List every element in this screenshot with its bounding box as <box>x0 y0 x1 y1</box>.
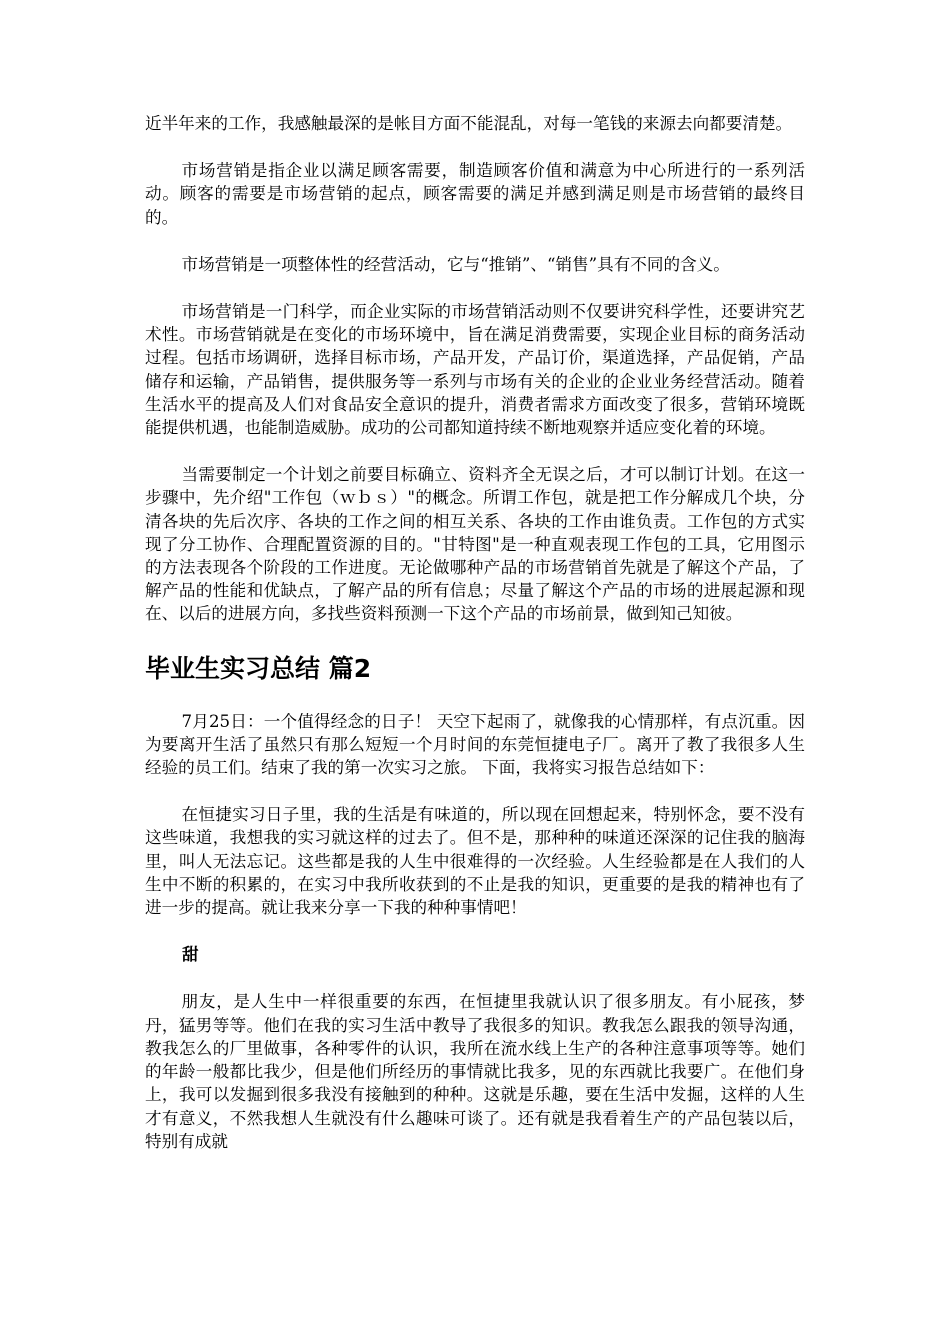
paragraph-marketing-definition: 市场营销是指企业以满足顾客需要，制造顾客价值和满意为中心所进行的一系列活动。顾客的需要是市场营销的起点，顾客需要的满足并感到满足则是市场营销的最终目的。 <box>145 161 805 227</box>
paragraph-internship-memories: 在恒捷实习日子里，我的生活是有味道的，所以现在回想起来，特别怀念，要不没有这些味道，我想我的实习就这样的过去了。但不是，那种种的味道还深深的记住我的脑海里，叫人无法忘记。这些都是我的人生中很难得的一次经验。人生经验都是在人我们的人生中不断的积累的，在实习中我所收获到的不止是我的知识，更重要的是我的精神也有了进一步的提高。就让我来分享一下我的种种事情吧！ <box>145 805 805 918</box>
paragraph-work-package: 当需要制定一个计划之前要目标确立、资料齐全无误之后，才可以制订计划。在这一步骤中，先介绍"工作包（ｗｂｓ）"的概念。所谓工作包，就是把工作分解成几个块，分清各块的先后次序、各块的工作之间的相互关系、各块的工作由谁负责。工作包的方式实现了分工协作、合理配置资源的目的。"甘特图"是一种直观表现工作包的工具，它用图示的方法表现各个阶段的工作进度。无论做哪种产品的市场营销首先就是了解这个产品，了解产品的性能和优缺点，了解产品的所有信息；尽量了解这个产品的市场的进展起源和现在、以后的进展方向，多找些资料预测一下这个产品的市场前景，做到知己知彼。 <box>145 465 805 624</box>
paragraph-account-summary: 近半年来的工作，我感触最深的是帐目方面不能混乱，对每一笔钱的来源去向都要清楚。 <box>145 114 793 133</box>
paragraph-internship-intro: 7月25日：一个值得经念的日子！ 天空下起雨了，就像我的心情那样，有点沉重。因为要离开生活了虽然只有那么短短一个月时间的东莞恒捷电子厂。离开了教了我很多人生经验的员工们。结束了我的第一次实习之旅。 下面，我将实习报告总结如下： <box>145 711 805 778</box>
document-page <box>145 112 805 1153</box>
paragraph-marketing-holistic: 市场营销是一项整体性的经营活动，它与“推销”、“销售”具有不同的含义。 <box>181 254 730 274</box>
paragraph-friends: 朋友，是人生中一样很重要的东西，在恒捷里我就认识了很多朋友。有小屁孩，梦丹，猛男等等。他们在我的实习生活中教导了我很多的知识。教我怎么跟我的领导沟通，教我怎么的厂里做事，各种零件的认识，我所在流水线上生产的各种注意事项等等。她们的年龄一般都比我少，但是他们所经历的事情就比我多，见的东西就比我要广。在他们身上，我可以发掘到很多我没有接触到的种种。这就是乐趣，要在生活中发掘，这样的人生才有意义，不然我想人生就没有什么趣味可谈了。还有就是我看着生产的产品包装以后，特别有成就 <box>145 992 805 1151</box>
paragraph-marketing-science: 市场营销是一门科学，而企业实际的市场营销活动则不仅要讲究科学性，还要讲究艺术性。市场营销就是在变化的市场环境中，旨在满足消费需要，实现企业目标的商务活动过程。包括市场调研，选择目标市场，产品开发，产品订价，渠道选择，产品促销，产品储存和运输，产品销售，提供服务等一系列与市场有关的企业的企业业务经营活动。随着生活水平的提高及人们对食品安全意识的提升，消费者需求方面改变了很多，营销环境既能提供机遇，也能制造威胁。成功的公司都知道持续不断地观察并适应变化着的环境。 <box>145 302 805 438</box>
section-title: 毕业生实习总结 篇2 <box>145 653 372 683</box>
sub-heading-sweet: 甜 <box>182 945 199 965</box>
